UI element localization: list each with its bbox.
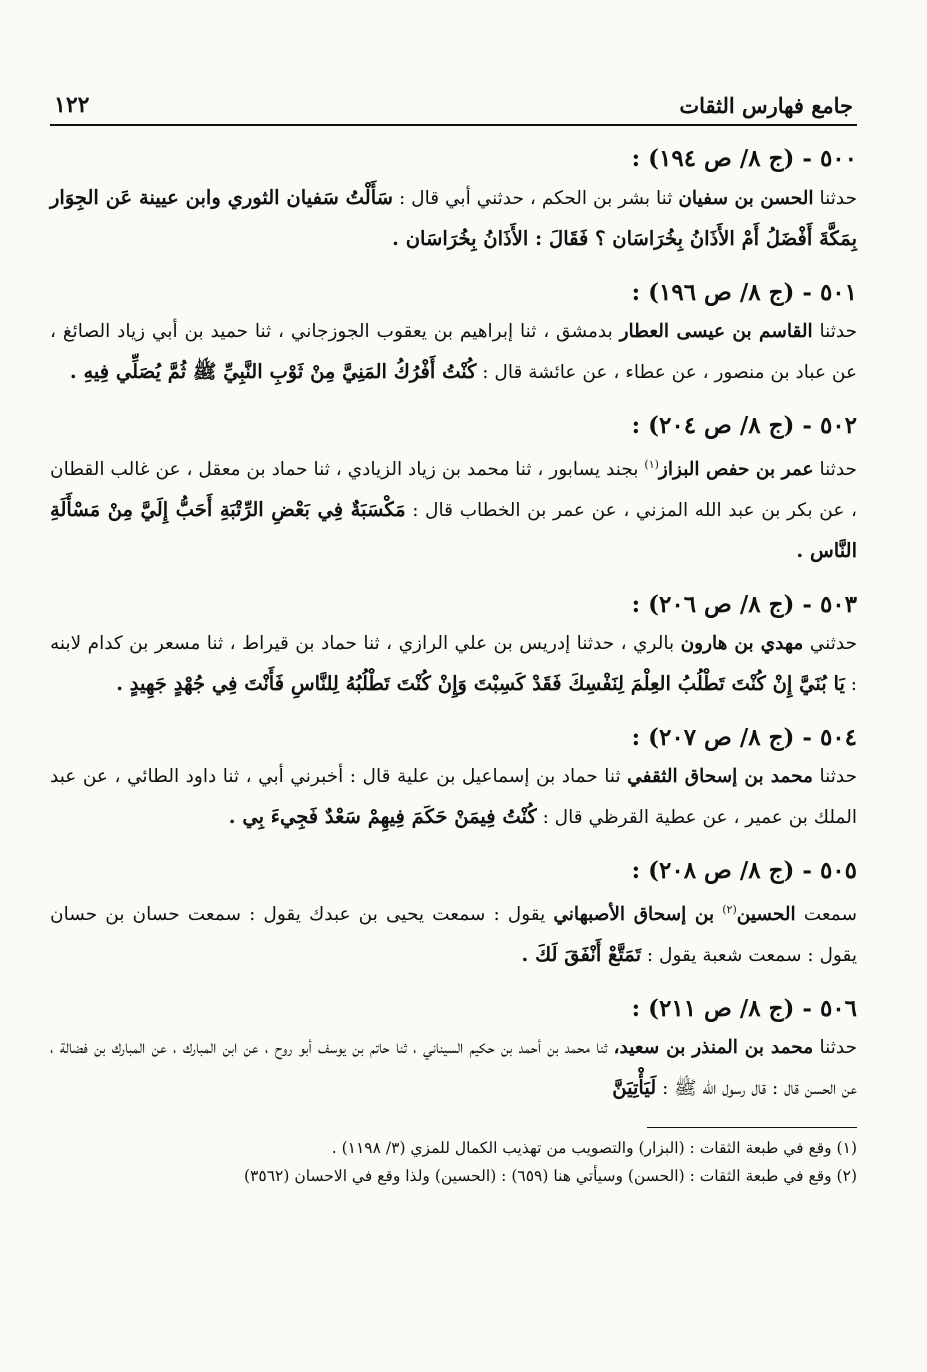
entry-text: [50, 890, 857, 976]
footnote-marker[interactable]: (١): [644, 458, 659, 471]
entry-500: [50, 142, 857, 260]
narrator-name: مهدي بن هارون: [680, 633, 804, 655]
quoted-text: يَا بُنَيَّ إِنْ كُنْتَ تَطْلُبُ العِلْمَ لِنَفْسِكَ فَقَدْ كَسِبْتَ وَإِنْ كُنْتَ تَطْلُبُهُ لِلنَّاسِ فَأَنْتَ فِي جُهْدٍ جَهِيدٍ .: [116, 672, 845, 696]
running-header: [50, 92, 857, 126]
isnad-chain: ثنا محمد بن أحمد بن حكيم السيناني ، ثنا حاتم بن يوسف أبو روح ، عن ابن المبارك ، عن المبارك بن فضالة ، عن الحسن قال : قال رسول الله ﷺ :: [50, 1037, 857, 1100]
quoted-text: كُنْتُ أَفْرُكُ المَنِيَّ مِنْ ثَوْبِ النَّبِيِّ ﷺ ثُمَّ يُصَلِّي فِيهِ .: [69, 360, 477, 383]
quoted-text: تَمَتَّعْ أَنْفَقَ لَكَ .: [521, 943, 641, 967]
entry-text: [50, 1028, 857, 1109]
entry-text: [50, 757, 857, 838]
narrator-name: الحسن بن سفيان: [678, 188, 814, 209]
page-number: ١٢٢: [54, 92, 90, 118]
isnad-chain: بجند يسابور ، ثنا محمد بن زياد الزيادي ، ثنا حماد بن معقل ، عن غالب القطان ، عن بكر بن عبد الله المزني ، عن عمر بن الخطاب قال :: [50, 459, 857, 522]
entry-503: [50, 588, 857, 705]
entry-intro: حدثنا: [819, 1037, 858, 1059]
entry-text: [50, 178, 857, 260]
narrator-name: القاسم بن عيسى العطار: [619, 321, 813, 342]
narrator-name: محمد بن المنذر بن سعيد،: [613, 1037, 814, 1059]
entry-505: [50, 854, 857, 976]
footnote-2: (٢) وقع في طبعة الثقات : (الحسن) وسيأتي هنا (٦٥٩) : (الحسين) ولذا وقع في الاحسان (٣٥٦٢): [243, 1167, 857, 1186]
entry-504: [50, 721, 857, 838]
narrator-name: محمد بن إسحاق الثقفي: [627, 766, 813, 788]
entry-502: [50, 409, 857, 572]
entry-text: [50, 312, 857, 393]
isnad-chain: بدمشق ، ثنا إبراهيم بن يعقوب الجوزجاني ، ثنا حميد بن أبي زياد الصائغ ، عن عباد بن منصور ، عن عطاء ، عن عائشة قال :: [50, 321, 857, 383]
quoted-text: لَيَأْتِيَنَّ: [612, 1076, 657, 1100]
entry-intro: حدثنا: [819, 321, 857, 342]
entry-heading: ٥٠١ - (ج ٨/ ص ١٩٦) :: [631, 279, 857, 306]
entry-heading: ٥٠٥ - (ج ٨/ ص ٢٠٨) :: [631, 857, 857, 885]
entry-heading: ٥٠٣ - (ج ٨/ ص ٢٠٦) :: [631, 591, 857, 619]
entry-text: [50, 445, 857, 572]
quoted-text: مَكْسَبَةٌ فِي بَعْضِ الرِّتْبَةِ أَحَبُّ إِلَيَّ مِنْ مَسْأَلَةِ النَّاس .: [50, 498, 857, 563]
quoted-text: سَأَلْتُ سَفيان الثوري وابن عيينة عَن الجِوَار بِمَكَّةَ أَفْضَلُ أَمْ الأَذَانُ بِخُرَاسَان ؟ فَقَالَ : الأَذَانُ بِخُرَاسَان .: [50, 186, 857, 250]
entry-heading: ٥٠٢ - (ج ٨/ ص ٢٠٤) :: [631, 412, 857, 439]
quoted-text: كُنْتُ فِيمَنْ حَكَمَ فِيهِمْ سَعْدٌ فَجِيءَ بِي .: [228, 805, 537, 829]
entry-506: [50, 992, 857, 1109]
entry-heading: ٥٠٦ - (ج ٨/ ص ٢١١) :: [631, 995, 857, 1023]
entry-heading: ٥٠٤ - (ج ٨/ ص ٢٠٧) :: [631, 724, 857, 752]
narrator-name: الحسين: [736, 904, 796, 926]
isnad-chain: ثنا بشر بن الحكم ، حدثني أبي قال :: [398, 188, 673, 209]
entry-intro: حدثنا: [819, 459, 857, 481]
entry-intro: حدثنا: [819, 766, 858, 788]
entry-intro: حدثني: [809, 633, 858, 655]
entry-intro: حدثنا: [819, 188, 857, 209]
footnote-divider: [647, 1127, 857, 1128]
entry-text: [50, 624, 857, 705]
footnote-marker[interactable]: (٢): [722, 903, 737, 917]
isnad-chain: بالري ، حدثنا إدريس بن علي الرازي ، ثنا حماد بن قيراط ، ثنا مسعر بن كدام لابنه :: [50, 633, 857, 696]
entry-heading: ٥٠٠ - (ج ٨/ ص ١٩٤) :: [631, 145, 857, 172]
entry-intro: سمعت: [803, 904, 857, 926]
footnote-1: (١) وقع في طبعة الثقات : (البزار) والتصويب من تهذيب الكمال للمزي (٣/ ١١٩٨) .: [331, 1139, 857, 1158]
header-title: جامع فهارس الثقات: [679, 93, 853, 118]
narrator-name: عمر بن حفص البزاز: [658, 459, 814, 481]
narrator-name-cont: بن إسحاق الأصبهاني: [553, 904, 715, 926]
entry-501: [50, 276, 857, 393]
isnad-chain: ثنا حماد بن إسماعيل بن علية قال : أخبرني أبي ، ثنا داود الطائي ، عن عبد الملك بن عمير ، عن عطية القرظي قال :: [50, 766, 857, 829]
isnad-chain: يقول : سمعت يحيى بن عبدك يقول : سمعت حسان بن حسان يقول : سمعت شعبة يقول :: [50, 904, 857, 967]
